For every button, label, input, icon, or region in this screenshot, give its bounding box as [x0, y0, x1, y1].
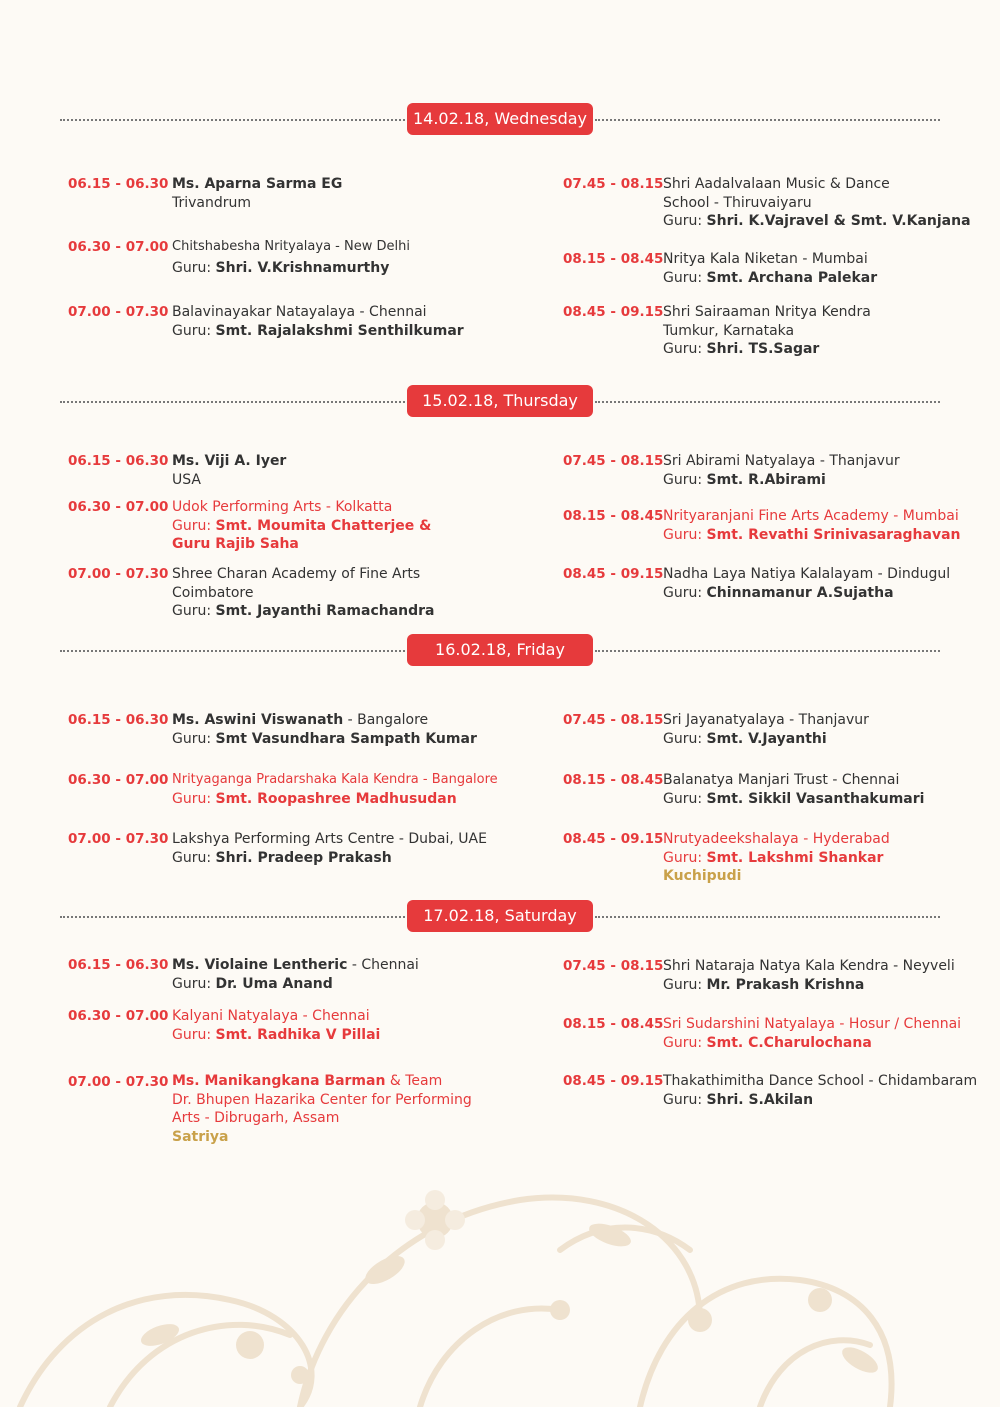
performance-entry: [172, 1007, 380, 1044]
performance-entry: [663, 452, 900, 489]
institution: Shree Charan Academy of Fine Arts: [172, 566, 421, 582]
performance-entry: [663, 507, 961, 544]
performer-name: Ms. Aparna Sarma EG: [172, 176, 343, 192]
guru-name: Shri. TS.Sagar: [706, 341, 820, 357]
guru-line: [172, 602, 435, 621]
time-slot: 08.15 - 08.45: [563, 772, 664, 788]
institution: Nrityaganga Pradarshaka Kala Kendra - Bangalore: [172, 772, 498, 787]
performance-entry: [663, 1015, 961, 1052]
institution: Kalyani Natyalaya - Chennai: [172, 1008, 370, 1024]
performance-entry: [663, 830, 890, 886]
guru-line: [663, 790, 924, 809]
time-slot: 08.15 - 08.45: [563, 508, 664, 524]
guru-label: Guru:: [663, 526, 703, 543]
day-header: [0, 900, 1000, 934]
performance-entry: [663, 771, 924, 808]
dotted-divider: [595, 916, 940, 918]
time-slot: 08.15 - 08.45: [563, 1016, 664, 1032]
institution: Dr. Bhupen Hazarika Center for Performing: [172, 1091, 472, 1108]
guru-name: Dr. Uma Anand: [215, 975, 333, 992]
performer-line: [172, 711, 477, 730]
time-slot: 07.00 - 07.30: [68, 831, 169, 847]
institution: Thakathimitha Dance School - Chidambaram: [663, 1073, 978, 1089]
guru-name: Smt Vasundhara Sampath Kumar: [215, 730, 477, 747]
date-badge: 15.02.18, Thursday: [407, 385, 593, 417]
guru-line: [172, 975, 419, 994]
guru-line: [663, 526, 961, 545]
guru-label: Guru:: [663, 849, 703, 866]
time-slot: 07.45 - 08.15: [563, 453, 664, 469]
guru-label: Guru:: [172, 730, 212, 747]
guru-name: Mr. Prakash Krishna: [706, 976, 865, 993]
guru-line: [663, 269, 877, 288]
guru-line: [663, 976, 955, 995]
guru-name: Smt. Rajalakshmi Senthilkumar: [215, 322, 464, 339]
time-slot: 08.45 - 09.15: [563, 831, 664, 847]
performance-entry: [172, 175, 342, 212]
performance-entry: [663, 957, 955, 994]
guru-line: [663, 340, 871, 359]
guru-label: Guru:: [172, 849, 212, 866]
performance-entry: [172, 830, 487, 867]
guru-label: Guru:: [663, 730, 703, 747]
performance-entry: [172, 498, 431, 554]
dotted-divider: [60, 650, 405, 652]
time-slot: 07.00 - 07.30: [68, 566, 169, 582]
institution: Nrityaranjani Fine Arts Academy - Mumbai: [663, 508, 959, 524]
time-slot: 06.15 - 06.30: [68, 712, 169, 728]
location: - Bangalore: [343, 712, 429, 728]
guru-line: [172, 1026, 380, 1045]
guru-name: Smt. Sikkil Vasanthakumari: [706, 790, 925, 807]
guru-label: Guru:: [172, 603, 212, 619]
guru-line: [172, 259, 410, 278]
performance-entry: [172, 711, 477, 748]
performance-entry: [172, 956, 419, 993]
guru-name: Smt. Roopashree Madhusudan: [215, 790, 457, 807]
time-slot: 06.15 - 06.30: [68, 176, 169, 192]
floral-ornament: [0, 1160, 1000, 1407]
performance-entry: [663, 175, 971, 231]
dotted-divider: [60, 119, 405, 121]
location: USA: [172, 471, 201, 488]
time-slot: 06.30 - 07.00: [68, 499, 169, 515]
day-header: [0, 385, 1000, 419]
time-slot: 07.00 - 07.30: [68, 1074, 169, 1090]
time-slot: 07.45 - 08.15: [563, 712, 664, 728]
guru-label: Guru:: [663, 1091, 703, 1108]
institution: Nrutyadeekshalaya - Hyderabad: [663, 831, 890, 847]
time-slot: 08.15 - 08.45: [563, 251, 664, 267]
time-slot: 06.30 - 07.00: [68, 239, 169, 255]
location: Coimbatore: [172, 584, 254, 601]
guru-name: Shri. S.Akilan: [706, 1091, 814, 1108]
performer-name: Ms. Violaine Lentheric: [172, 957, 348, 973]
guru-name: Smt. Archana Palekar: [706, 269, 878, 286]
guru-name: Smt. R.Abirami: [706, 471, 826, 488]
institution: Sri Abirami Natyalaya - Thanjavur: [663, 453, 900, 469]
performance-entry: [172, 238, 410, 277]
institution: Chitshabesha Nrityalaya - New Delhi: [172, 239, 410, 254]
guru-name: Shri. K.Vajravel & Smt. V.Kanjana: [706, 213, 971, 229]
guru-line: [663, 471, 900, 490]
performer-name: Ms. Manikangkana Barman: [172, 1073, 386, 1089]
time-slot: 06.15 - 06.30: [68, 453, 169, 469]
date-badge: 14.02.18, Wednesday: [407, 103, 593, 135]
dance-style: Kuchipudi: [663, 868, 742, 884]
guru-name: Shri. Pradeep Prakash: [215, 849, 392, 866]
performance-entry: [172, 1072, 472, 1146]
guru-label: Guru:: [172, 975, 212, 992]
dance-style: Satriya: [172, 1128, 229, 1145]
location: School - Thiruvaiyaru: [663, 194, 812, 211]
performance-entry: [663, 303, 871, 359]
dotted-divider: [60, 916, 405, 918]
guru-name: Smt. V.Jayanthi: [706, 730, 827, 747]
guru-name: Smt. Radhika V Pillai: [215, 1026, 381, 1043]
institution: Balavinayakar Natayalaya - Chennai: [172, 304, 427, 320]
institution: Shri Nataraja Natya Kala Kendra - Neyveli: [663, 958, 955, 974]
guru-label: Guru:: [663, 1034, 703, 1051]
guru-name: Smt. C.Charulochana: [706, 1034, 872, 1051]
guru-line: [663, 730, 869, 749]
time-slot: 06.30 - 07.00: [68, 1008, 169, 1024]
dotted-divider: [595, 119, 940, 121]
guru-line: [172, 730, 477, 749]
location: Arts - Dibrugarh, Assam: [172, 1110, 340, 1126]
guru-name: Smt. Lakshmi Shankar: [706, 849, 884, 866]
guru-label: Guru:: [663, 341, 703, 357]
time-slot: 06.15 - 06.30: [68, 957, 169, 973]
guru-line: [663, 849, 890, 868]
guru-line: [663, 584, 950, 603]
performance-entry: [663, 711, 869, 748]
performance-entry: [172, 452, 286, 489]
institution: Balanatya Manjari Trust - Chennai: [663, 772, 900, 788]
guru-name: Guru Rajib Saha: [172, 536, 299, 552]
date-badge: 16.02.18, Friday: [407, 634, 593, 666]
guru-name: Chinnamanur A.Sujatha: [706, 584, 894, 601]
dotted-divider: [595, 401, 940, 403]
day-header: [0, 634, 1000, 668]
time-slot: 08.45 - 09.15: [563, 566, 664, 582]
institution: Udok Performing Arts - Kolkatta: [172, 499, 393, 515]
performance-entry: [172, 303, 464, 340]
performance-entry: [172, 771, 498, 808]
guru-name: Smt. Jayanthi Ramachandra: [215, 603, 435, 619]
location: Tumkur, Karnataka: [663, 322, 795, 339]
guru-name: Smt. Moumita Chatterjee &: [215, 517, 432, 534]
institution: Nritya Kala Niketan - Mumbai: [663, 251, 868, 267]
institution: Sri Jayanatyalaya - Thanjavur: [663, 712, 869, 728]
guru-label: Guru:: [663, 471, 703, 488]
guru-line: [663, 212, 971, 231]
time-slot: 08.45 - 09.15: [563, 1073, 664, 1089]
guru-label: Guru:: [172, 1026, 212, 1043]
performance-entry: [663, 1072, 977, 1109]
time-slot: 07.45 - 08.15: [563, 176, 664, 192]
guru-name: Smt. Revathi Srinivasaraghavan: [706, 526, 961, 543]
time-slot: 06.30 - 07.00: [68, 772, 169, 788]
institution: Lakshya Performing Arts Centre - Dubai, UAE: [172, 831, 487, 847]
performer-name: Ms. Viji A. Iyer: [172, 453, 287, 469]
date-badge: 17.02.18, Saturday: [407, 900, 593, 932]
performer-line: [172, 1072, 472, 1091]
dotted-divider: [60, 401, 405, 403]
guru-line: [172, 849, 487, 868]
performance-entry: [172, 565, 435, 621]
performer-line: [172, 956, 419, 975]
guru-line: [172, 790, 498, 809]
guru-line: [172, 322, 464, 341]
institution: Shri Sairaaman Nritya Kendra: [663, 304, 871, 320]
time-slot: 08.45 - 09.15: [563, 304, 664, 320]
guru-label: Guru:: [172, 517, 212, 534]
location: - Chennai: [347, 957, 419, 973]
performance-entry: [663, 565, 950, 602]
guru-line: [663, 1091, 977, 1110]
guru-label: Guru:: [663, 269, 703, 286]
guru-label: Guru:: [663, 790, 703, 807]
performer-name: Ms. Aswini Viswanath: [172, 712, 344, 728]
guru-name: Shri. V.Krishnamurthy: [215, 259, 390, 276]
guru-label: Guru:: [663, 584, 703, 601]
performer-suffix: & Team: [385, 1073, 443, 1089]
dotted-divider: [595, 650, 940, 652]
day-header: [0, 103, 1000, 137]
guru-label: Guru:: [172, 322, 212, 339]
guru-line: [663, 1034, 961, 1053]
performance-entry: [663, 250, 877, 287]
guru-label: Guru:: [172, 259, 212, 276]
institution: Shri Aadalvalaan Music & Dance: [663, 176, 890, 192]
location: Trivandrum: [172, 194, 252, 211]
guru-label: Guru:: [663, 213, 703, 229]
institution: Sri Sudarshini Natyalaya - Hosur / Chennai: [663, 1016, 962, 1032]
time-slot: 07.00 - 07.30: [68, 304, 169, 320]
guru-line: [172, 517, 431, 536]
time-slot: 07.45 - 08.15: [563, 958, 664, 974]
guru-label: Guru:: [663, 976, 703, 993]
institution: Nadha Laya Natiya Kalalayam - Dindugul: [663, 566, 951, 582]
guru-label: Guru:: [172, 790, 212, 807]
